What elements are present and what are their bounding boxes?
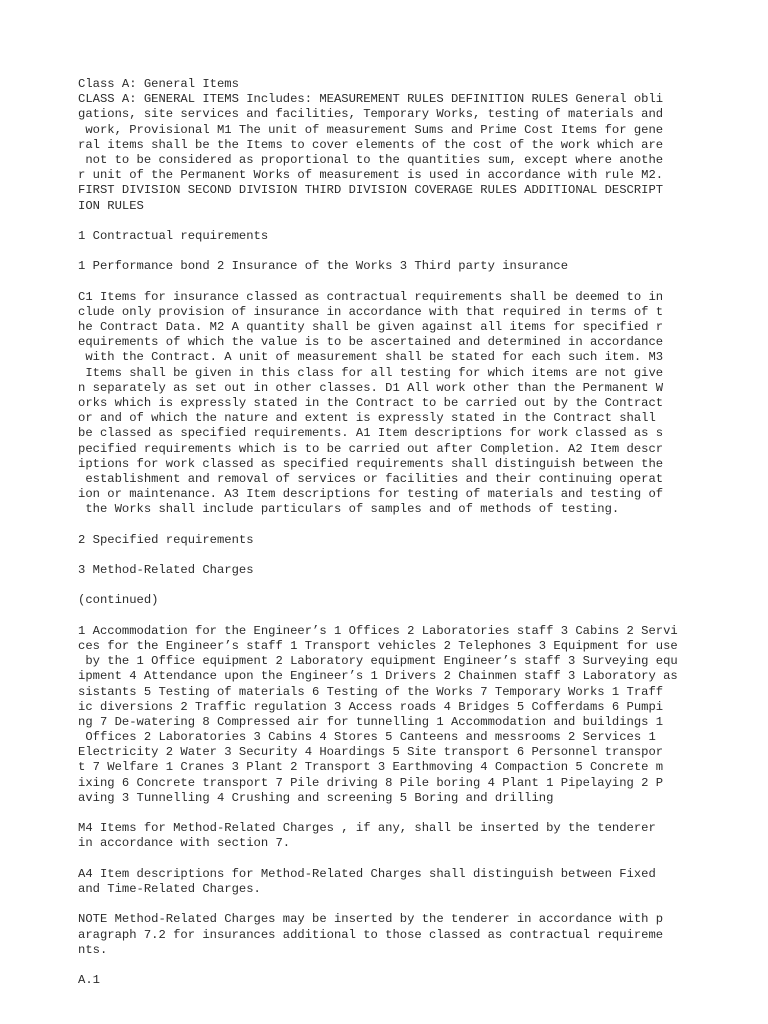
text-line: n separately as set out in other classes. D1 All work other than the Permanent W: [78, 380, 664, 395]
section-heading: 1 Contractual requirements: [78, 228, 269, 243]
spacer: [78, 578, 758, 593]
text-line: ic diversions 2 Traffic regulation 3 Access roads 4 Bridges 5 Cofferdams 6 Pumpi: [78, 699, 664, 714]
text-line: aving 3 Tunnelling 4 Crushing and screening 5 Boring and drilling: [78, 790, 554, 805]
spacer: [78, 806, 758, 821]
text-line: not to be considered as proportional to the quantities sum, except where anothe: [78, 152, 664, 167]
text-line: orks which is expressly stated in the Contract to be carried out by the Contract: [78, 395, 664, 410]
text-line: Electricity 2 Water 3 Security 4 Hoardings 5 Site transport 6 Personnel transpor: [78, 745, 664, 760]
text-line: ral items shall be the Items to cover elements of the cost of the work which are: [78, 137, 664, 152]
text-line: he Contract Data. M2 A quantity shall be given against all items for specified r: [78, 320, 664, 334]
page-number: A.1: [78, 973, 100, 988]
spacer: [78, 214, 758, 229]
continued-label: (continued): [78, 593, 159, 608]
spacer: [78, 609, 758, 624]
text-line: establishment and removal of services or facilities and their continuing operat: [78, 471, 664, 486]
text-line: work, Provisional M1 The unit of measurement Sums and Prime Cost Items for gene: [78, 122, 664, 137]
text-line: aragraph 7.2 for insurances additional to those classed as contractual requireme: [78, 927, 664, 942]
spacer: [78, 548, 758, 563]
text-line: the Works shall include particulars of samples and of methods of testing.: [78, 502, 620, 517]
text-line: ION RULES: [78, 198, 144, 213]
text-line: and Time-Related Charges.: [78, 881, 261, 896]
spacer: [78, 244, 758, 259]
text-line: pecified requirements which is to be carried out after Completion. A2 Item descr: [78, 441, 664, 456]
text-line: equirements of which the value is to be ascertained and determined in accordance: [78, 335, 664, 350]
section-heading: 3 Method-Related Charges: [78, 563, 254, 577]
spacer: [78, 852, 758, 867]
text-line: t 7 Welfare 1 Cranes 3 Plant 2 Transport 3 Earthmoving 4 Compaction 5 Concrete m: [78, 760, 664, 775]
text-line: NOTE Method-Related Charges may be inserted by the tenderer in accordance with p: [78, 912, 664, 927]
spacer: [78, 517, 758, 532]
text-line: A4 Item descriptions for Method-Related Charges shall distinguish between Fixed: [78, 866, 656, 881]
text-line: Items shall be given in this class for all testing for which items are not give: [78, 365, 664, 380]
document-page: [78, 77, 758, 988]
text-line: Offices 2 Laboratories 3 Cabins 4 Stores 5 Canteens and messrooms 2 Services 1: [78, 730, 656, 745]
rules-paragraph: [78, 290, 758, 518]
text-line: C1 Items for insurance classed as contractual requirements shall be deemed to in: [78, 289, 664, 304]
text-line: ces for the Engineer’s staff 1 Transport vehicles 2 Telephones 3 Equipment for use: [78, 638, 678, 653]
text-line: ng 7 De-watering 8 Compressed air for tunnelling 1 Accommodation and buildings 1: [78, 714, 664, 729]
spacer: [78, 958, 758, 973]
text-line: FIRST DIVISION SECOND DIVISION THIRD DIVISION COVERAGE RULES ADDITIONAL DESCRIPT: [78, 183, 664, 198]
section-heading: 2 Specified requirements: [78, 532, 254, 547]
text-line: r unit of the Permanent Works of measurement is used in accordance with rule M2.: [78, 168, 664, 183]
text-line: or and of which the nature and extent is expressly stated in the Contract shall: [78, 411, 656, 426]
text-line: ion or maintenance. A3 Item descriptions for testing of materials and testing of: [78, 487, 664, 502]
text-line: clude only provision of insurance in accordance with that required in terms of t: [78, 304, 664, 319]
section-items: 1 Performance bond 2 Insurance of the Works 3 Third party insurance: [78, 259, 569, 274]
text-line: iptions for work classed as specified requirements shall distinguish between the: [78, 456, 664, 471]
text-line: M4 Items for Method-Related Charges , if any, shall be inserted by the tenderer: [78, 821, 656, 836]
m4-paragraph: [78, 821, 758, 851]
text-line: in accordance with section 7.: [78, 836, 291, 851]
text-line: 1 Accommodation for the Engineer’s 1 Offices 2 Laboratories staff 3 Cabins 2 Servi: [78, 623, 678, 638]
document-header: [78, 77, 758, 214]
note-paragraph: [78, 912, 758, 958]
a4-paragraph: [78, 867, 758, 897]
items-paragraph: [78, 624, 758, 806]
spacer: [78, 897, 758, 912]
text-line: by the 1 Office equipment 2 Laboratory equipment Engineer’s staff 3 Surveying equ: [78, 654, 678, 669]
text-line: ixing 6 Concrete transport 7 Pile driving 8 Pile boring 4 Plant 1 Pipelaying 2 P: [78, 775, 664, 790]
text-line: ipment 4 Attendance upon the Engineer’s 1 Drivers 2 Chainmen staff 3 Laboratory as: [78, 669, 678, 684]
text-line: gations, site services and facilities, Temporary Works, testing of materials and: [78, 107, 664, 122]
text-line: nts.: [78, 942, 108, 957]
text-line: be classed as specified requirements. A1 Item descriptions for work classed as s: [78, 426, 664, 441]
text-line: sistants 5 Testing of materials 6 Testing of the Works 7 Temporary Works 1 Traff: [78, 684, 664, 699]
page-title: Class A: General Items: [78, 77, 239, 91]
spacer: [78, 274, 758, 289]
text-line: with the Contract. A unit of measurement shall be stated for each such item. M3: [78, 350, 664, 365]
text-line: CLASS A: GENERAL ITEMS Includes: MEASUREMENT RULES DEFINITION RULES General obli: [78, 92, 664, 107]
